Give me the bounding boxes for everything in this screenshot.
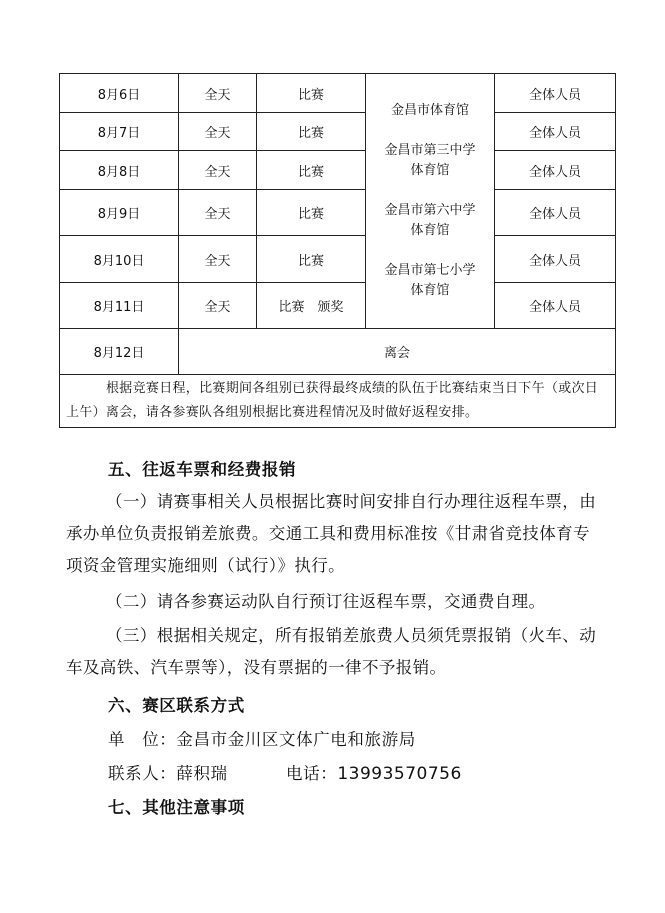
table-row (60, 74, 616, 113)
phone-number: 13993570756 (337, 764, 462, 784)
activity-cell: 比赛 (257, 190, 366, 236)
table-row (60, 190, 616, 236)
people-cell: 全体人员 (495, 113, 616, 151)
venue-3: 金昌市第六中学 体育馆 (384, 203, 476, 238)
contact-name: 薛积瑞 (176, 764, 228, 783)
phone-line (286, 760, 462, 784)
unit-line (108, 726, 416, 750)
phone-label: 电话： (286, 764, 338, 783)
people-cell: 全体人员 (495, 283, 616, 329)
time-cell: 全天 (179, 236, 257, 283)
schedule-table (59, 73, 616, 428)
section-5-paragraph-1: （一）请赛事相关人员根据比赛时间安排自行办理往返程车票，由承办单位负责报销差旅费。交通工具和费用标准按《甘肃省竞技体育专项资金管理实施细则（试行）》执行。 (66, 492, 597, 575)
activity-cell: 比赛 (257, 151, 366, 190)
venue-4: 金昌市第七小学 体育馆 (384, 263, 476, 298)
activity-cell: 比赛 (257, 113, 366, 151)
activity-cell: 比赛 (257, 236, 366, 283)
time-cell: 全天 (179, 190, 257, 236)
activity-cell: 比赛 颁奖 (257, 283, 366, 329)
table-row (60, 283, 616, 329)
venue-2: 金昌市第三中学 体育馆 (384, 143, 476, 178)
date-cell: 8月11日 (60, 283, 179, 329)
section-5-heading: 五、往返车票和经费报销 (108, 460, 297, 479)
venue-cell (366, 74, 495, 329)
time-cell: 全天 (179, 151, 257, 190)
date-cell: 8月8日 (60, 151, 179, 190)
schedule-note (60, 375, 616, 428)
time-cell: 全天 (179, 113, 257, 151)
contact-label: 联系人： (108, 764, 177, 783)
people-cell: 全体人员 (495, 236, 616, 283)
people-cell: 全体人员 (495, 151, 616, 190)
date-cell: 8月10日 (60, 236, 179, 283)
activity-cell: 比赛 (257, 74, 366, 113)
unit-label: 单 位： (108, 730, 177, 749)
people-cell: 全体人员 (495, 74, 616, 113)
contact-line (108, 760, 228, 784)
date-cell: 8月9日 (60, 190, 179, 236)
time-cell: 全天 (179, 283, 257, 329)
section-5-paragraph-2: （二）请各参赛运动队自行预订往返程车票，交通费自理。 (106, 592, 546, 611)
venue-1: 金昌市体育馆 (390, 103, 469, 118)
table-row (60, 375, 616, 428)
people-cell: 全体人员 (495, 190, 616, 236)
section-5-paragraph-3: （三）根据相关规定，所有报销差旅费人员须凭票报销（火车、动车及高铁、汽车票等），没有票据的一律不予报销。 (66, 626, 597, 677)
table-row (60, 236, 616, 283)
schedule-note-text: 根据竞赛日程，比赛期间各组别已获得最终成绩的队伍于比赛结束当日下午（或次日上午）离会，请各参赛队各组别根据比赛进程情况及时做好返程安排。 (66, 381, 599, 420)
departure-cell: 离会 (179, 329, 616, 375)
time-cell: 全天 (179, 74, 257, 113)
table-row (60, 113, 616, 151)
table-row (60, 329, 616, 375)
date-cell: 8月6日 (60, 74, 179, 113)
date-cell: 8月12日 (60, 329, 179, 375)
section-7-heading: 七、其他注意事项 (108, 798, 245, 817)
table-row (60, 151, 616, 190)
unit-value: 金昌市金川区文体广电和旅游局 (176, 730, 416, 749)
section-6-heading: 六、赛区联系方式 (108, 696, 245, 715)
date-cell: 8月7日 (60, 113, 179, 151)
